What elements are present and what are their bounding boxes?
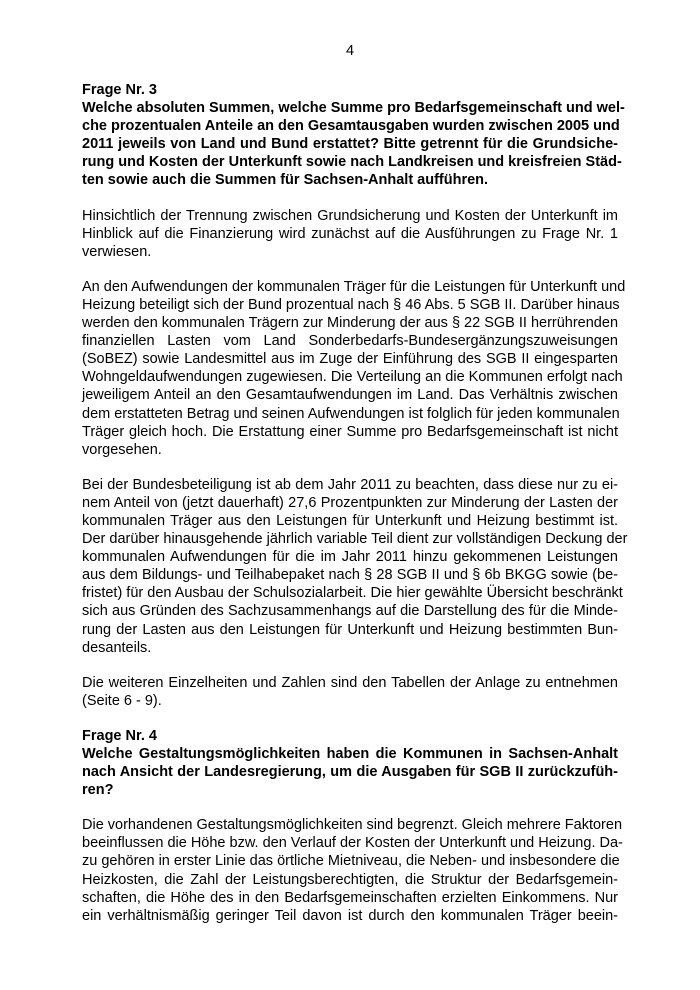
paragraph-line: sich aus Gründen des Sachzusammenhangs auf die Darstellung des für die Minde- [82,603,618,620]
paragraph-line: Hinsichtlich der Trennung zwischen Grundsicherung und Kosten der Unterkunft im [82,207,618,224]
paragraph-line: Der darüber hinausgehende jährlich variable Teil dient zur vollständigen Deckung der [82,531,628,548]
question-3-text-line: ten sowie auch die Summen für Sachsen-Anhalt aufführen. [82,172,489,189]
paragraph-line: dem erstatteten Betrag und seinen Aufwendungen ist folglich für jeden kommunalen [82,405,620,422]
paragraph-line: schaften, die Höhe des in den Bedarfsgemeinschaften erzielten Einkommens. Nur [82,889,618,906]
question-3 [82,81,625,190]
question-3-text-line: che prozentualen Anteile an den Gesamtausgaben wurden zwischen 2005 und [82,118,620,135]
question-3-text-line: Welche absoluten Summen, welche Summe pro Bedarfsgemeinschaft und wel- [82,100,625,117]
paragraph-line: An den Aufwendungen der kommunalen Träger für die Leistungen für Unterkunft und [82,278,626,295]
answer-paragraph-4 [82,674,618,710]
question-3-text-line: rung und Kosten der Unterkunft sowie nach Landkreisen und kreisfreien Städ- [82,154,622,171]
paragraph-line: nem Anteil von (jetzt dauerhaft) 27,6 Prozentpunkten zur Minderung der Lasten der [82,494,618,511]
paragraph-line: Träger gleich hoch. Die Erstattung einer Summe pro Bedarfsgemeinschaft ist nicht [82,423,618,440]
paragraph-line: Die weiteren Einzelheiten und Zahlen sind den Tabellen der Anlage zu entnehmen [82,674,618,691]
question-4-text-line: Welche Gestaltungsmöglichkeiten haben die Kommunen in Sachsen-Anhalt [82,746,618,762]
paragraph-line: beeinflussen die Höhe bzw. den Verlauf der Kosten der Unterkunft und Heizung. Da- [82,835,623,852]
answer-paragraph-2 [82,278,626,459]
paragraph-line: finanziellen Lasten vom Land Sonderbedarfs-Bundesergänzungszuweisungen [82,333,618,350]
question-3-text-line: 2011 jeweils von Land und Bund erstattet? Bitte getrennt für die Grundsiche- [82,136,618,153]
paragraph-line: verwiesen. [82,243,152,260]
paragraph-line: Hinblick auf die Finanzierung wird zunächst auf die Ausführungen zu Frage Nr. 1 [82,225,618,242]
paragraph-line: jeweiligem Anteil an den Gesamtaufwendungen im Land. Das Verhältnis zwischen [82,387,618,404]
answer-paragraph-1 [82,207,618,261]
paragraph-line: zu gehören in erster Linie das örtliche Mietniveau, die Neben- und insbesondere die [82,853,620,870]
paragraph-line: Heizkosten, die Zahl der Leistungsberechtigten, die Struktur der Bedarfsgemein- [82,871,618,888]
question-4-heading: Frage Nr. 4 [82,727,157,744]
paragraph-line: Wohngeldaufwendungen zugewiesen. Die Verteilung an die Kommunen erfolgt nach [82,369,623,386]
paragraph-line: (Seite 6 - 9). [82,692,162,709]
document-body [82,81,628,925]
answer-paragraph-3 [82,476,628,657]
paragraph-line: kommunalen Träger aus den Leistungen für Unterkunft und Heizung bestimmt ist. [82,512,618,529]
paragraph-line: kommunalen Aufwendungen für die im Jahr 2011 hinzu gekommenen Leistungen [82,549,618,566]
paragraph-line: rung der Lasten aus den Leistungen für Unterkunft und Heizung bestimmten Bun- [82,621,618,638]
paragraph-line: Bei der Bundesbeteiligung ist ab dem Jahr 2011 zu beachten, dass diese nur zu ei- [82,476,618,493]
question-4-text-line: ren? [82,782,114,799]
question-3-heading: Frage Nr. 3 [82,82,157,98]
paragraph-line: vorgesehen. [82,441,162,458]
paragraph-line: ein verhältnismäßig geringer Teil davon ist durch den kommunalen Träger beein- [82,907,618,924]
paragraph-line: Heizung beteiligt sich der Bund prozentual nach § 46 Abs. 5 SGB II. Darüber hinaus [82,296,620,313]
paragraph-line: werden den kommunalen Trägern zur Minderung der aus § 22 SGB II herrührenden [82,315,619,332]
question-4-text-line: nach Ansicht der Landesregierung, um die Ausgaben für SGB II zurückzufüh- [82,764,618,781]
paragraph-line: (SoBEZ) sowie Landesmittel aus im Zuge der Einführung des SGB II eingesparten [82,351,618,368]
question-4 [82,727,618,799]
paragraph-line: desanteils. [82,639,152,656]
paragraph-line: fristet) für den Ausbau der Schulsozialarbeit. Die hier gewählte Übersicht beschränkt [82,585,623,602]
paragraph-line: aus dem Bildungs- und Teilhabepaket nach § 28 SGB II und § 6b BKGG sowie (be- [82,567,618,584]
answer-paragraph-5 [82,816,623,925]
paragraph-line: Die vorhandenen Gestaltungsmöglichkeiten sind begrenzt. Gleich mehrere Faktoren [82,817,623,834]
page-number: 4 [345,43,355,59]
